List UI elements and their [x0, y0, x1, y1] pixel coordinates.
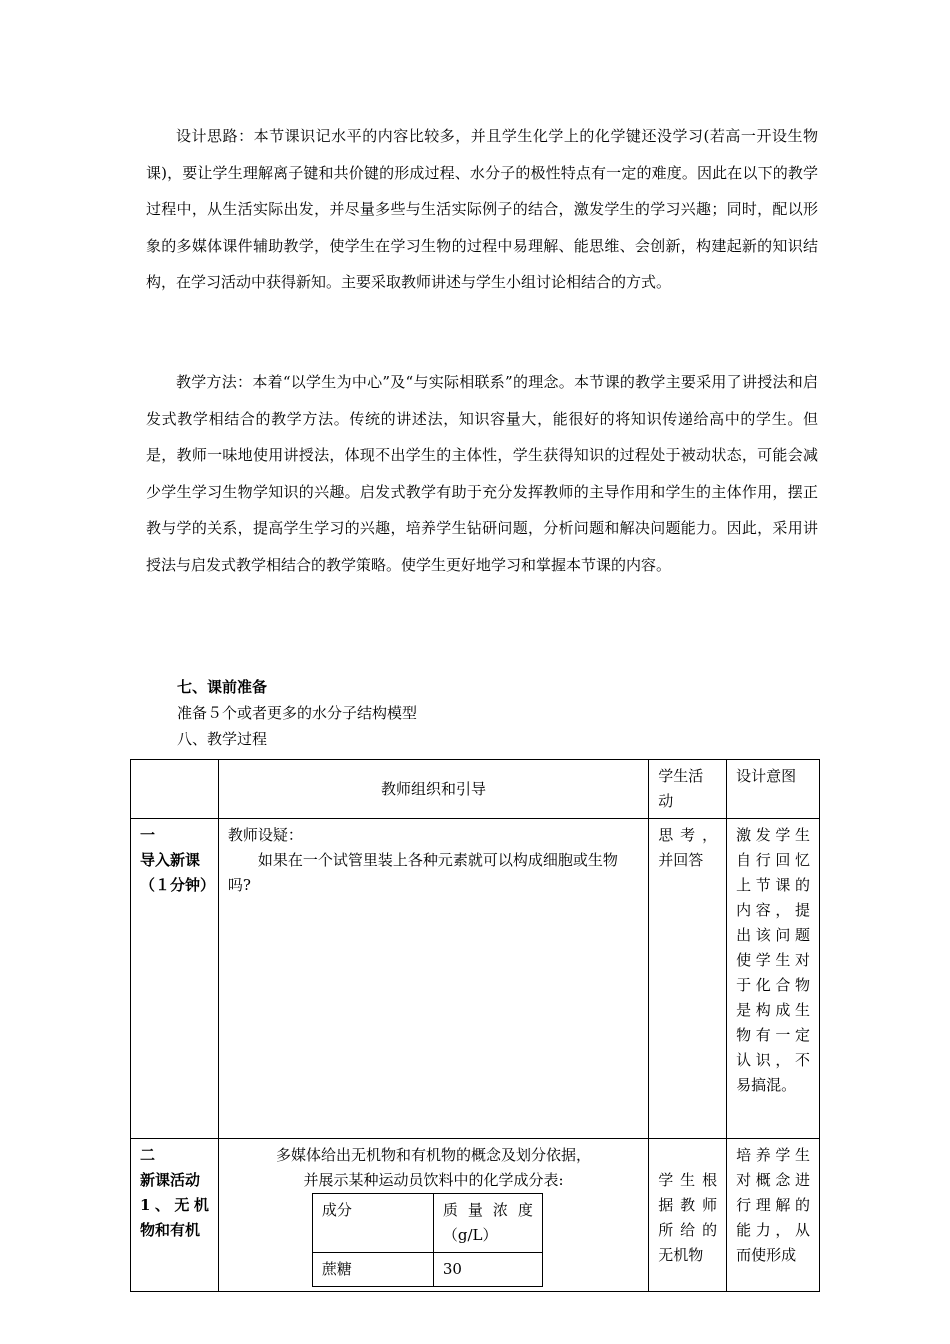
- teaching-method-paragraph: 教学方法：本着“以学生为中心”及“与实际相联系”的理念。本节课的教学主要采用了讲授法和启发式教学相结合的教学方法。传统的讲述法，知识容量大，能很好的将知识传递给高中的学生。但是，教师一味地使用讲授法，体现不出学生的主体性，学生获得知识的过程处于被动状态，可能会减少学生学习生物学知识的兴趣。启发式教学有助于充分发挥教师的主导作用和学生的主体作用，摆正教与学的关系，提高学生学习的兴趣，培养学生钻研问题，分析问题和解决问题能力。因此，采用讲授法与启发式教学相结合的教学策略。使学生更好地学习和掌握本节课的内容。: [146, 373, 818, 574]
- row2-student: 学生根据教师所给的无机物: [649, 1139, 727, 1292]
- table-row: [131, 1139, 820, 1292]
- composition-table: [312, 1193, 543, 1287]
- table-header-row: [131, 760, 820, 819]
- row1-teacher-line2: 如果在一个试管里装上各种元素就可以构成细胞或生物吗?: [227, 851, 618, 894]
- row1-intent: 激发学生自行回忆上节课的内容，提出该问题使学生对于化合物是构成生物有一定认识，不易搞混。: [727, 819, 820, 1139]
- row1-stage-num: 一: [140, 826, 156, 844]
- row1-stage: [131, 819, 219, 1139]
- row2-teacher: [218, 1139, 648, 1292]
- row2-teacher-line2: 并展示某种运动员饮料中的化学成分表:: [303, 1171, 564, 1189]
- composition-value: 30: [433, 1253, 542, 1287]
- composition-col2: 质量浓度（g/L）: [433, 1194, 542, 1253]
- row1-stage-time: （１分钟）: [140, 876, 216, 894]
- row1-teacher-line1: 教师设疑：: [227, 826, 303, 844]
- row1-teacher: [218, 819, 648, 1139]
- row2-intent: 培养学生对概念进行理解的能力，从而使形成: [727, 1139, 820, 1292]
- header-intent: 设计意图: [727, 760, 820, 819]
- table-row: [131, 819, 820, 1139]
- row2-stage-sub: 1、无机物和有机: [140, 1196, 209, 1239]
- row2-teacher-line1: 多媒体给出无机物和有机物的概念及划分依据，: [276, 1146, 592, 1164]
- prep-text: 准备５个或者更多的水分子结构模型: [177, 704, 418, 722]
- composition-header-row: [312, 1194, 542, 1253]
- composition-row: [312, 1253, 542, 1287]
- composition-col1: 成分: [312, 1194, 433, 1253]
- row2-stage: [131, 1139, 219, 1292]
- header-stage: [131, 760, 219, 819]
- row1-student: 思考，并回答: [649, 819, 727, 1139]
- design-rationale-paragraph: 设计思路：本节课识记水平的内容比较多，并且学生化学上的化学键还没学习(若高一开设生物课)，要让学生理解离子键和共价键的形成过程、水分子的极性特点有一定的难度。因此在以下的教学过程中，从生活实际出发，并尽量多些与生活实际例子的结合，激发学生的学习兴趣；同时，配以形象的多媒体课件辅助教学，使学生在学习生物的过程中易理解、能思维、会创新，构建起新的知识结构，在学习活动中获得新知。主要采取教师讲述与学生小组讨论相结合的方式。: [146, 127, 818, 291]
- process-heading: 八、教学过程: [177, 730, 268, 748]
- row1-stage-name: 导入新课: [140, 851, 201, 869]
- prep-heading: 七、课前准备: [177, 678, 268, 696]
- row2-stage-name: 新课活动: [140, 1171, 201, 1189]
- row2-stage-num: 二: [140, 1146, 156, 1164]
- teaching-process-table: [130, 759, 820, 1292]
- header-student: 学生活动: [649, 760, 727, 819]
- composition-name: 蔗糖: [312, 1253, 433, 1287]
- header-teacher: 教师组织和引导: [218, 760, 648, 819]
